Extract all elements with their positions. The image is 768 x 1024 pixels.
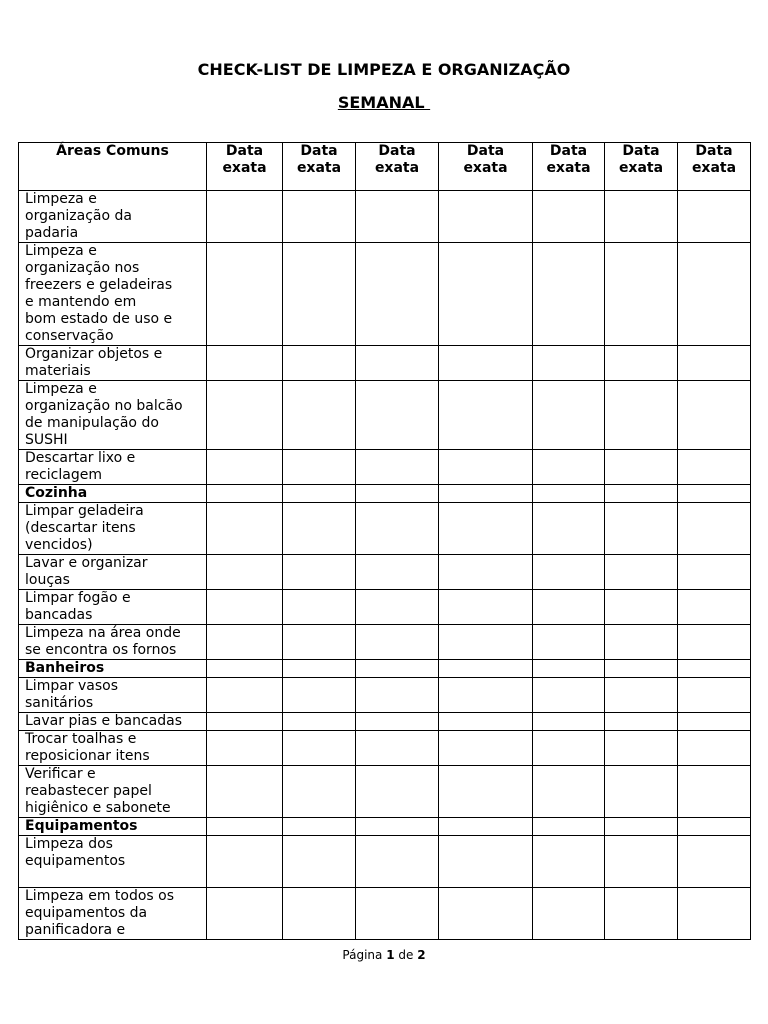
footer-page-number: 1 xyxy=(386,948,395,962)
task-row xyxy=(19,555,751,590)
page-footer xyxy=(0,948,768,962)
task-label-line: e mantendo em xyxy=(25,294,137,310)
task-row xyxy=(19,243,751,346)
date-check-cell[interactable] xyxy=(439,555,533,590)
date-check-cell[interactable] xyxy=(605,191,678,243)
date-check-cell[interactable] xyxy=(678,678,751,713)
task-label-line: panificadora e xyxy=(25,922,126,938)
date-check-cell[interactable] xyxy=(605,450,678,485)
task-label-line: Limpeza dos xyxy=(25,836,113,852)
date-check-cell[interactable] xyxy=(356,766,439,818)
task-label xyxy=(19,888,207,940)
date-check-cell[interactable] xyxy=(207,660,283,678)
date-check-cell[interactable] xyxy=(207,625,283,660)
section-row xyxy=(19,485,751,503)
date-check-cell[interactable] xyxy=(439,766,533,818)
date-check-cell[interactable] xyxy=(533,818,605,836)
date-check-cell[interactable] xyxy=(283,660,356,678)
date-check-cell[interactable] xyxy=(439,731,533,766)
date-check-cell[interactable] xyxy=(605,766,678,818)
task-label-line: reciclagem xyxy=(25,467,102,483)
task-label-line: de manipulação do xyxy=(25,415,159,431)
date-check-cell[interactable] xyxy=(356,485,439,503)
date-check-cell[interactable] xyxy=(356,503,439,555)
date-check-cell[interactable] xyxy=(678,660,751,678)
date-check-cell[interactable] xyxy=(439,888,533,940)
date-check-cell[interactable] xyxy=(207,678,283,713)
date-check-cell[interactable] xyxy=(283,625,356,660)
section-label xyxy=(19,660,207,678)
date-check-cell[interactable] xyxy=(533,346,605,381)
task-row xyxy=(19,450,751,485)
date-check-cell[interactable] xyxy=(356,243,439,346)
date-check-cell[interactable] xyxy=(207,243,283,346)
date-check-cell[interactable] xyxy=(533,836,605,888)
task-row xyxy=(19,503,751,555)
date-check-cell[interactable] xyxy=(439,450,533,485)
checklist-table xyxy=(18,142,751,940)
date-check-cell[interactable] xyxy=(678,713,751,731)
date-check-cell[interactable] xyxy=(356,555,439,590)
date-check-cell[interactable] xyxy=(439,625,533,660)
task-label-line: Limpeza e xyxy=(25,381,97,397)
task-row xyxy=(19,713,751,731)
date-check-cell[interactable] xyxy=(207,888,283,940)
date-check-cell[interactable] xyxy=(605,731,678,766)
date-check-cell[interactable] xyxy=(283,450,356,485)
date-check-cell[interactable] xyxy=(678,590,751,625)
date-check-cell[interactable] xyxy=(678,346,751,381)
date-check-cell[interactable] xyxy=(439,818,533,836)
task-label-line: Descartar lixo e xyxy=(25,450,136,466)
task-label-line: organização da xyxy=(25,208,132,224)
date-check-cell[interactable] xyxy=(439,503,533,555)
date-check-cell[interactable] xyxy=(439,660,533,678)
date-check-cell[interactable] xyxy=(678,485,751,503)
task-label-line: freezers e geladeiras xyxy=(25,277,173,293)
date-check-cell[interactable] xyxy=(283,191,356,243)
date-check-cell[interactable] xyxy=(439,346,533,381)
date-check-cell[interactable] xyxy=(283,818,356,836)
header-date: Data exata xyxy=(678,143,751,191)
task-label-line: higiênico e sabonete xyxy=(25,800,171,816)
task-label-line: organização no balcão xyxy=(25,398,183,414)
document-title: CHECK-LIST DE LIMPEZA E ORGANIZAÇÃO xyxy=(197,60,571,79)
date-check-cell[interactable] xyxy=(533,678,605,713)
date-check-cell[interactable] xyxy=(605,625,678,660)
task-label-line: Verificar e xyxy=(25,766,96,782)
date-check-cell[interactable] xyxy=(356,450,439,485)
date-check-cell[interactable] xyxy=(207,450,283,485)
date-check-cell[interactable] xyxy=(439,678,533,713)
task-label-line: equipamentos xyxy=(25,853,126,869)
date-check-cell[interactable] xyxy=(356,713,439,731)
date-check-cell[interactable] xyxy=(207,836,283,888)
date-check-cell[interactable] xyxy=(207,503,283,555)
task-label-line: reabastecer papel xyxy=(25,783,152,799)
task-label xyxy=(19,191,207,243)
date-check-cell[interactable] xyxy=(605,888,678,940)
date-check-cell[interactable] xyxy=(283,346,356,381)
task-label-line: Limpeza em todos os xyxy=(25,888,175,904)
task-row xyxy=(19,191,751,243)
header-date: Data exata xyxy=(283,143,356,191)
date-check-cell[interactable] xyxy=(356,625,439,660)
date-check-cell[interactable] xyxy=(533,503,605,555)
date-check-cell[interactable] xyxy=(678,381,751,450)
date-check-cell[interactable] xyxy=(356,381,439,450)
header-date: Data exata xyxy=(356,143,439,191)
date-check-cell[interactable] xyxy=(283,766,356,818)
date-check-cell[interactable] xyxy=(678,555,751,590)
date-check-cell[interactable] xyxy=(207,713,283,731)
task-label-line: Equipamentos xyxy=(25,818,138,834)
header-date: Data exata xyxy=(439,143,533,191)
date-check-cell[interactable] xyxy=(207,590,283,625)
date-check-cell[interactable] xyxy=(283,590,356,625)
date-check-cell[interactable] xyxy=(605,818,678,836)
header-row xyxy=(19,143,751,191)
date-check-cell[interactable] xyxy=(207,766,283,818)
task-label-line: Limpeza e xyxy=(25,191,97,207)
date-check-cell[interactable] xyxy=(605,381,678,450)
date-check-cell[interactable] xyxy=(207,191,283,243)
footer-prefix: Página xyxy=(342,948,383,962)
task-row xyxy=(19,381,751,450)
task-label xyxy=(19,450,207,485)
date-check-cell[interactable] xyxy=(207,485,283,503)
date-check-cell[interactable] xyxy=(439,836,533,888)
task-row xyxy=(19,888,751,940)
task-row xyxy=(19,346,751,381)
date-check-cell[interactable] xyxy=(533,243,605,346)
date-check-cell[interactable] xyxy=(283,243,356,346)
date-check-cell[interactable] xyxy=(439,485,533,503)
task-label-line: reposicionar itens xyxy=(25,748,150,764)
task-row xyxy=(19,836,751,888)
task-label-line: Trocar toalhas e xyxy=(25,731,137,747)
checklist-body xyxy=(19,191,751,940)
task-label xyxy=(19,836,207,888)
date-check-cell[interactable] xyxy=(283,485,356,503)
date-check-cell[interactable] xyxy=(605,555,678,590)
date-check-cell[interactable] xyxy=(207,381,283,450)
date-check-cell[interactable] xyxy=(533,590,605,625)
date-check-cell[interactable] xyxy=(605,660,678,678)
date-check-cell[interactable] xyxy=(605,503,678,555)
date-check-cell[interactable] xyxy=(533,766,605,818)
date-check-cell[interactable] xyxy=(439,243,533,346)
task-label-line: materiais xyxy=(25,363,91,379)
date-check-cell[interactable] xyxy=(605,590,678,625)
task-label-line: Organizar objetos e xyxy=(25,346,163,362)
date-check-cell[interactable] xyxy=(283,555,356,590)
date-check-cell[interactable] xyxy=(678,625,751,660)
task-label-line: Limpar vasos xyxy=(25,678,119,694)
date-check-cell[interactable] xyxy=(678,888,751,940)
task-label-line: Lavar e organizar xyxy=(25,555,148,571)
task-label xyxy=(19,555,207,590)
date-check-cell[interactable] xyxy=(356,836,439,888)
date-check-cell[interactable] xyxy=(439,191,533,243)
section-label xyxy=(19,818,207,836)
date-check-cell[interactable] xyxy=(356,818,439,836)
date-check-cell[interactable] xyxy=(283,713,356,731)
task-label-line: equipamentos da xyxy=(25,905,148,921)
date-check-cell[interactable] xyxy=(605,485,678,503)
date-check-cell[interactable] xyxy=(605,678,678,713)
date-check-cell[interactable] xyxy=(207,731,283,766)
date-check-cell[interactable] xyxy=(533,660,605,678)
task-label xyxy=(19,346,207,381)
task-label xyxy=(19,713,207,731)
task-label-line: sanitários xyxy=(25,695,94,711)
date-check-cell[interactable] xyxy=(356,731,439,766)
task-label xyxy=(19,590,207,625)
date-check-cell[interactable] xyxy=(356,590,439,625)
date-check-cell[interactable] xyxy=(356,346,439,381)
date-check-cell[interactable] xyxy=(678,191,751,243)
task-label-line: vencidos) xyxy=(25,537,93,553)
header-areas-comuns: Áreas Comuns xyxy=(19,143,207,191)
task-label-line: louças xyxy=(25,572,70,588)
header-date: Data exata xyxy=(533,143,605,191)
task-row xyxy=(19,590,751,625)
section-label xyxy=(19,485,207,503)
date-check-cell[interactable] xyxy=(283,678,356,713)
task-label-line: Banheiros xyxy=(25,660,105,676)
task-label xyxy=(19,678,207,713)
date-check-cell[interactable] xyxy=(283,381,356,450)
task-row xyxy=(19,766,751,818)
task-label-line: se encontra os fornos xyxy=(25,642,177,658)
date-check-cell[interactable] xyxy=(605,346,678,381)
task-label xyxy=(19,503,207,555)
date-check-cell[interactable] xyxy=(207,346,283,381)
task-label-line: Limpeza na área onde xyxy=(25,625,181,641)
task-label-line: padaria xyxy=(25,225,79,241)
date-check-cell[interactable] xyxy=(283,503,356,555)
task-label-line: Limpeza e xyxy=(25,243,97,259)
task-row xyxy=(19,731,751,766)
date-check-cell[interactable] xyxy=(678,450,751,485)
task-label xyxy=(19,731,207,766)
task-label-line: (descartar itens xyxy=(25,520,136,536)
date-check-cell[interactable] xyxy=(356,191,439,243)
header-date: Data exata xyxy=(605,143,678,191)
document-subtitle xyxy=(0,93,768,112)
date-check-cell[interactable] xyxy=(283,836,356,888)
date-check-cell[interactable] xyxy=(678,836,751,888)
task-label-line: SUSHI xyxy=(25,432,68,448)
date-check-cell[interactable] xyxy=(605,713,678,731)
date-check-cell[interactable] xyxy=(605,836,678,888)
section-row xyxy=(19,660,751,678)
task-row xyxy=(19,625,751,660)
date-check-cell[interactable] xyxy=(605,243,678,346)
task-label-line: Cozinha xyxy=(25,485,88,501)
date-check-cell[interactable] xyxy=(678,818,751,836)
section-row xyxy=(19,818,751,836)
task-row xyxy=(19,678,751,713)
footer-page-total: 2 xyxy=(417,948,426,962)
task-label-line: organização nos xyxy=(25,260,140,276)
date-check-cell[interactable] xyxy=(283,731,356,766)
task-label xyxy=(19,766,207,818)
date-check-cell[interactable] xyxy=(439,713,533,731)
date-check-cell[interactable] xyxy=(533,191,605,243)
date-check-cell[interactable] xyxy=(533,731,605,766)
subtitle-text: SEMANAL xyxy=(337,93,431,112)
date-check-cell[interactable] xyxy=(356,678,439,713)
task-label xyxy=(19,243,207,346)
date-check-cell[interactable] xyxy=(207,818,283,836)
task-label-line: Lavar pias e bancadas xyxy=(25,713,182,729)
date-check-cell[interactable] xyxy=(678,243,751,346)
task-label-line: bom estado de uso e xyxy=(25,311,173,327)
date-check-cell[interactable] xyxy=(678,766,751,818)
task-label-line: conservação xyxy=(25,328,114,344)
task-label-line: bancadas xyxy=(25,607,93,623)
task-label xyxy=(19,381,207,450)
task-label-line: Limpar fogão e xyxy=(25,590,131,606)
date-check-cell[interactable] xyxy=(283,888,356,940)
task-label xyxy=(19,625,207,660)
footer-of: de xyxy=(398,948,414,962)
date-check-cell[interactable] xyxy=(533,555,605,590)
date-check-cell[interactable] xyxy=(439,381,533,450)
date-check-cell[interactable] xyxy=(533,485,605,503)
date-check-cell[interactable] xyxy=(207,555,283,590)
date-check-cell[interactable] xyxy=(356,660,439,678)
date-check-cell[interactable] xyxy=(533,888,605,940)
header-date: Data exata xyxy=(207,143,283,191)
date-check-cell[interactable] xyxy=(678,731,751,766)
date-check-cell[interactable] xyxy=(678,503,751,555)
date-check-cell[interactable] xyxy=(533,450,605,485)
date-check-cell[interactable] xyxy=(439,590,533,625)
date-check-cell[interactable] xyxy=(533,381,605,450)
task-label-line: Limpar geladeira xyxy=(25,503,144,519)
date-check-cell[interactable] xyxy=(533,625,605,660)
date-check-cell[interactable] xyxy=(533,713,605,731)
date-check-cell[interactable] xyxy=(356,888,439,940)
